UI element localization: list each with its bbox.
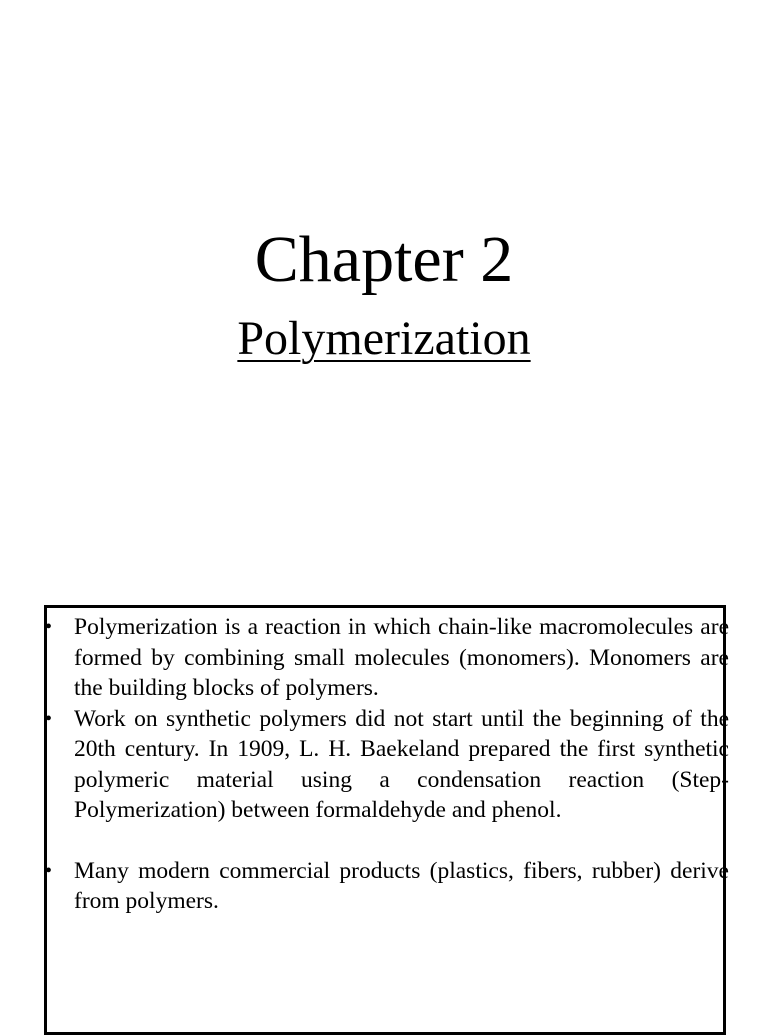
chapter-subtitle: Polymerization	[237, 312, 531, 365]
title-block	[0, 220, 768, 368]
list-item	[47, 856, 729, 917]
chapter-title: Chapter 2	[254, 223, 514, 296]
list-item	[47, 704, 729, 826]
bullet-icon: •	[45, 616, 53, 638]
bullet-list	[47, 612, 729, 917]
list-item	[47, 612, 729, 704]
bullet-icon: •	[45, 707, 53, 730]
content-box	[44, 605, 729, 1035]
bullet-icon: •	[45, 859, 53, 882]
bullet-text: Work on synthetic polymers did not start until the beginning of the 20th century. In 1909, L. H. Baekeland prepared the first synthetic polymeric material using a condensation reaction (Step- Polymerization) between formaldehyde and phenol.	[74, 705, 729, 823]
bullet-text: Many modern commercial products (plastics, fibers, rubber) derive from polymers.	[74, 857, 729, 914]
bullet-text: Polymerization is a reaction in which chain-like macromolecules are formed by combining small molecules (monomers). Monomers are the building blocks of polymers.	[74, 614, 729, 701]
